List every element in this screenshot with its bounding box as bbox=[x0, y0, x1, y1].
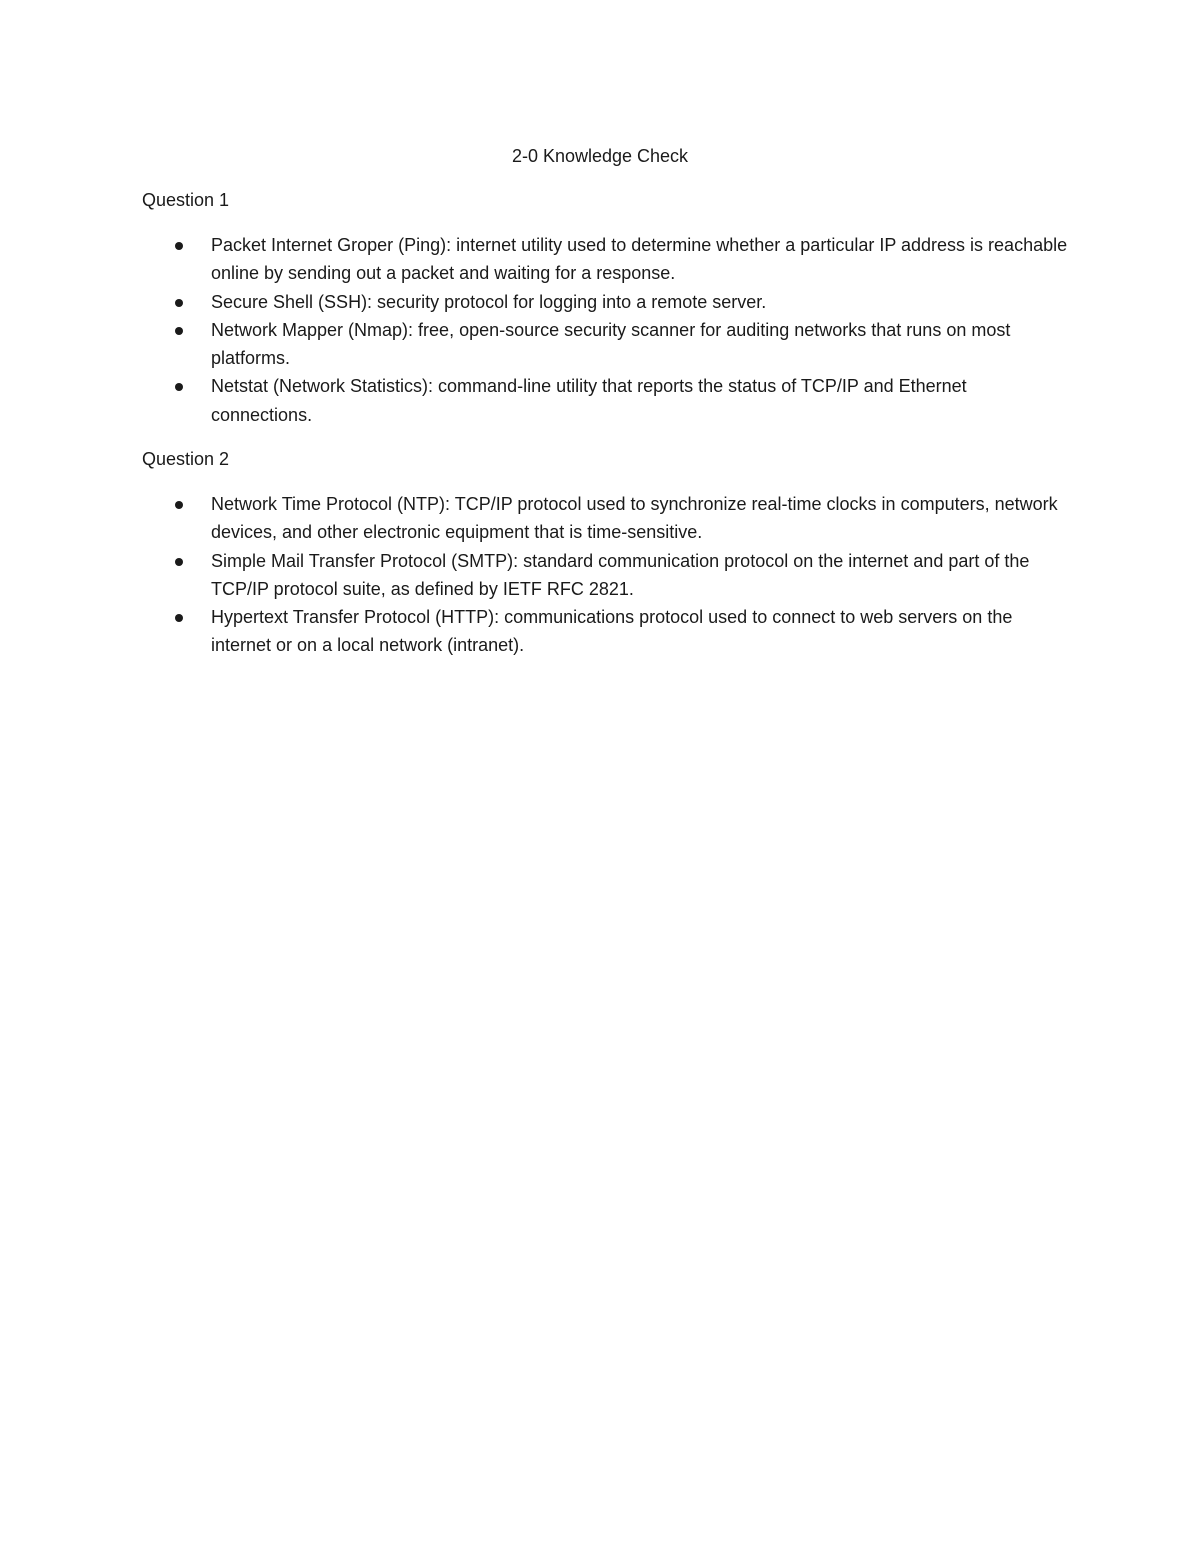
list-item bbox=[142, 372, 1072, 429]
document-title: 2-0 Knowledge Check bbox=[511, 146, 689, 166]
list-item-text: Packet Internet Groper (Ping): internet utility used to determine whether a particular IP address is reachable online by sending out a packet and waiting for a response. bbox=[211, 235, 1068, 284]
bullet-icon bbox=[175, 614, 183, 622]
list-item bbox=[142, 288, 1072, 316]
bullet-icon bbox=[175, 383, 183, 391]
bullet-icon bbox=[175, 558, 183, 566]
list-item-text: Hypertext Transfer Protocol (HTTP): communications protocol used to connect to web servers on the internet or on a local network (intranet). bbox=[211, 607, 1013, 656]
bullet-icon bbox=[175, 299, 183, 307]
list-item bbox=[142, 316, 1072, 373]
bullet-icon bbox=[175, 501, 183, 509]
list-item bbox=[142, 490, 1072, 547]
question-2-list bbox=[142, 490, 1072, 660]
list-item bbox=[142, 603, 1072, 660]
list-item-text: Network Mapper (Nmap): free, open-source security scanner for auditing networks that runs on most platforms. bbox=[211, 319, 1011, 369]
question-1-list bbox=[142, 231, 1072, 429]
bullet-icon bbox=[175, 242, 183, 250]
bullet-icon bbox=[175, 327, 183, 335]
list-item-text: Simple Mail Transfer Protocol (SMTP): standard communication protocol on the internet and part of the TCP/IP protocol suite, as defined by IETF RFC 2821. bbox=[211, 550, 1030, 599]
list-item-text: Network Time Protocol (NTP): TCP/IP protocol used to synchronize real-time clocks in computers, network devices, and other electronic equipment that is time-sensitive. bbox=[211, 494, 1058, 543]
list-item-text: Netstat (Network Statistics): command-line utility that reports the status of TCP/IP and Ethernet connections. bbox=[211, 376, 967, 425]
question-2-heading: Question 2 bbox=[142, 449, 230, 469]
list-item-text: Secure Shell (SSH): security protocol for logging into a remote server. bbox=[211, 291, 767, 312]
question-1-heading: Question 1 bbox=[142, 190, 230, 210]
list-item bbox=[142, 547, 1072, 604]
list-item bbox=[142, 231, 1072, 288]
